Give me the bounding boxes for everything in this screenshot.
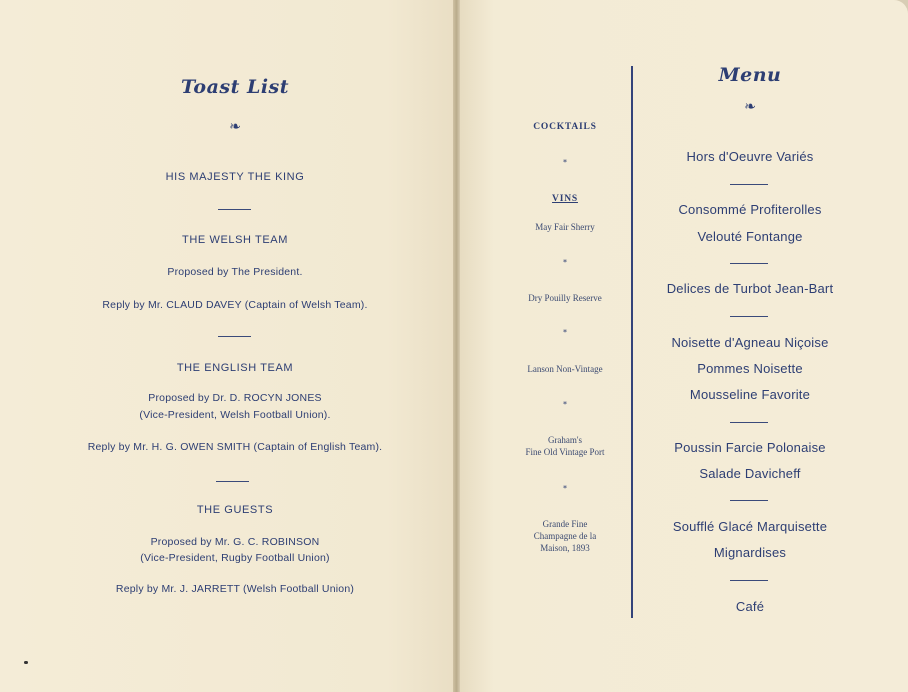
toast-line: Proposed by The President. bbox=[167, 266, 303, 278]
menu-dish: Pommes Noisette bbox=[697, 361, 803, 376]
wine-item: Fine Old Vintage Port bbox=[525, 447, 605, 457]
toast-the-guests: THE GUESTS bbox=[196, 504, 274, 516]
divider bbox=[730, 422, 768, 423]
wine-item: Maison, 1893 bbox=[540, 543, 590, 553]
menu-dish: Soufflé Glacé Marquisette bbox=[672, 519, 828, 534]
separator-star: * bbox=[563, 258, 567, 267]
wine-item: Grande Fine bbox=[542, 519, 588, 529]
toast-line: (Vice-President, Rugby Football Union) bbox=[140, 552, 330, 564]
divider bbox=[730, 316, 768, 317]
separator-star: * bbox=[563, 484, 567, 493]
toast-line: Proposed by Dr. D. ROCYN JONES bbox=[148, 392, 322, 404]
divider bbox=[216, 481, 249, 482]
divider bbox=[730, 580, 768, 581]
toast-line: Reply by Mr. CLAUD DAVEY (Captain of Welsh Team). bbox=[102, 299, 368, 311]
toast-list-title: Toast List bbox=[180, 76, 290, 98]
wine-item: May Fair Sherry bbox=[535, 222, 595, 232]
divider bbox=[730, 184, 768, 185]
divider bbox=[218, 336, 251, 337]
separator-star: * bbox=[563, 400, 567, 409]
wine-item: Lanson Non-Vintage bbox=[527, 364, 603, 374]
fleuron-icon: ❧ bbox=[744, 99, 756, 115]
toast-line: Reply by Mr. H. G. OWEN SMITH (Captain of English Team). bbox=[87, 441, 383, 453]
divider bbox=[730, 263, 768, 264]
wine-item: Champagne de la bbox=[533, 531, 597, 541]
menu-dish: Poussin Farcie Polonaise bbox=[674, 440, 826, 455]
toast-english-team: THE ENGLISH TEAM bbox=[176, 362, 294, 374]
wine-item: Graham's bbox=[547, 435, 583, 445]
column-divider bbox=[631, 66, 633, 618]
menu-title: Menu bbox=[718, 64, 782, 86]
menu-dish: Velouté Fontange bbox=[697, 229, 803, 244]
separator-star: * bbox=[563, 328, 567, 337]
menu-dish: Hors d'Oeuvre Variés bbox=[686, 149, 814, 164]
menu-dish: Café bbox=[735, 599, 765, 614]
menu-dish: Mignardises bbox=[713, 545, 787, 560]
divider bbox=[218, 209, 251, 210]
separator-star: * bbox=[563, 158, 567, 167]
cocktails-heading: COCKTAILS bbox=[533, 122, 597, 132]
menu-dish: Consommé Profiterolles bbox=[678, 202, 822, 217]
toast-line: Reply by Mr. J. JARRETT (Welsh Football Union) bbox=[115, 583, 355, 595]
toast-line: (Vice-President, Welsh Football Union). bbox=[139, 409, 331, 421]
paper-speck bbox=[24, 661, 28, 664]
fleuron-icon: ❧ bbox=[229, 119, 241, 135]
vins-heading: VINS bbox=[552, 194, 578, 204]
menu-dish: Salade Davicheff bbox=[699, 466, 801, 481]
toast-his-majesty: HIS MAJESTY THE KING bbox=[165, 171, 305, 183]
menu-dish: Mousseline Favorite bbox=[689, 387, 811, 402]
toast-welsh-team: THE WELSH TEAM bbox=[182, 234, 288, 246]
menu-dish: Noisette d'Agneau Niçoise bbox=[671, 335, 829, 350]
wine-item: Dry Pouilly Reserve bbox=[528, 293, 602, 303]
book-spine bbox=[453, 0, 460, 692]
menu-dish: Delices de Turbot Jean-Bart bbox=[666, 281, 834, 296]
divider bbox=[730, 500, 768, 501]
toast-line: Proposed by Mr. G. C. ROBINSON bbox=[150, 536, 320, 548]
